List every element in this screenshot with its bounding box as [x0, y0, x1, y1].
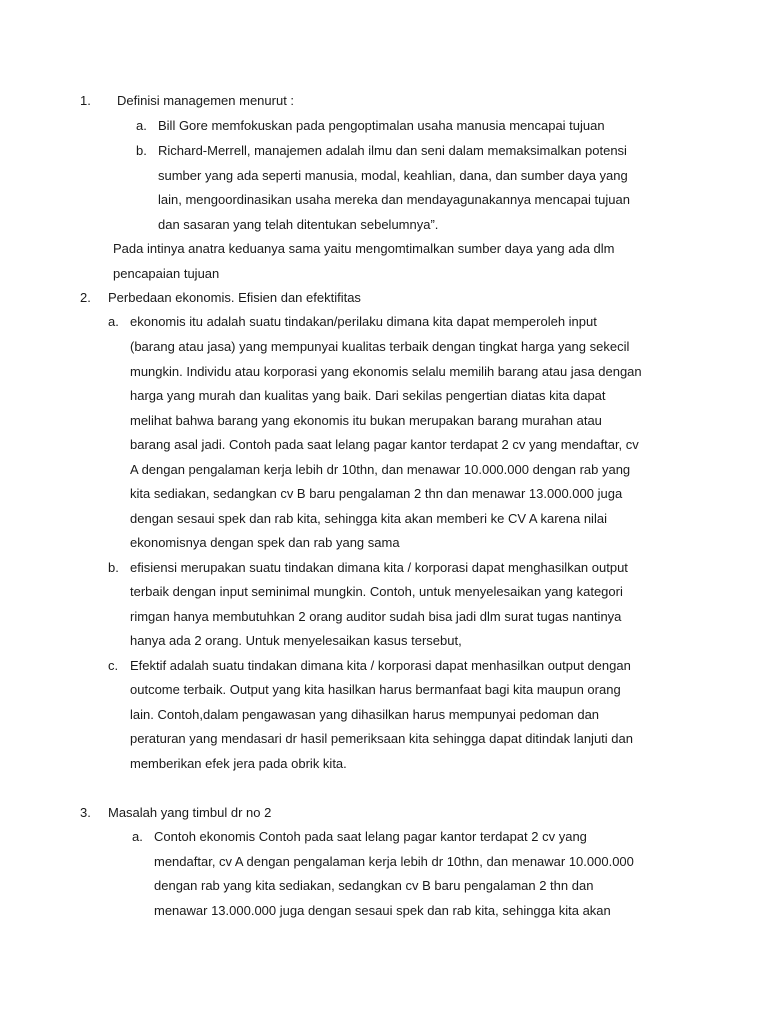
item-2c-line: outcome terbaik. Output yang kita hasilkan harus bermanfaat bagi kita maupun orang [130, 682, 621, 697]
item-2b-line: efisiensi merupakan suatu tindakan dimana kita / korporasi dapat menghasilkan output [130, 560, 628, 575]
item-3a-line: menawar 13.000.000 juga dengan sesaui spek dan rab kita, sehingga kita akan [154, 903, 611, 918]
item-2a-marker: a. [108, 314, 119, 329]
item-1-number: 1. [80, 93, 91, 108]
item-2a-line: ekonomisnya dengan spek dan rab yang sama [130, 535, 400, 550]
item-3a-line: dengan rab yang kita sediakan, sedangkan cv B baru pengalaman 2 thn dan [154, 878, 594, 893]
item-1a-line: Bill Gore memfokuskan pada pengoptimalan usaha manusia mencapai tujuan [158, 118, 605, 133]
item-2b-marker: b. [108, 560, 119, 575]
item-2c-line: peraturan yang mendasari dr hasil pemeriksaan kita sehingga dapat ditindak lanjuti dan [130, 731, 633, 746]
item-2a-line: ekonomis itu adalah suatu tindakan/perilaku dimana kita dapat memperoleh input [130, 314, 597, 329]
item-2a-line: (barang atau jasa) yang mempunyai kualitas terbaik dengan tingkat harga yang sekecil [130, 339, 630, 354]
item-2-number: 2. [80, 290, 91, 305]
item-1a-marker: a. [136, 118, 147, 133]
item-2c-line: memberikan efek jera pada obrik kita. [130, 756, 347, 771]
item-3a-line: mendaftar, cv A dengan pengalaman kerja lebih dr 10thn, dan menawar 10.000.000 [154, 854, 634, 869]
item-3a-marker: a. [132, 829, 143, 844]
item-2b-line: terbaik dengan input seminimal mungkin. Contoh, untuk menyelesaikan yang kategori [130, 584, 623, 599]
item-1b-line: lain, mengoordinasikan usaha mereka dan mendayagunakannya mencapai tujuan [158, 192, 630, 207]
item-2a-line: dengan sesaui spek dan rab kita, sehingga kita akan memberi ke CV A karena nilai [130, 511, 607, 526]
item-2a-line: A dengan pengalaman kerja lebih dr 10thn, dan menawar 10.000.000 dengan rab yang [130, 462, 631, 477]
item-2a-line: barang asal jadi. Contoh pada saat lelang pagar kantor terdapat 2 cv yang mendaftar, cv [130, 437, 639, 452]
item-2a-line: kita sediakan, sedangkan cv B baru pengalaman 2 thn dan menawar 13.000.000 juga [130, 486, 623, 501]
item-2a-line: harga yang murah dan kualitas yang baik. Dari sekilas pengertian diatas kita dapat [130, 388, 606, 403]
item-2-heading: Perbedaan ekonomis. Efisien dan efektifitas [108, 290, 361, 305]
item-1b-marker: b. [136, 143, 147, 158]
item-2a-line: mungkin. Individu atau korporasi yang ekonomis selalu memilih barang atau jasa dengan [130, 364, 642, 379]
item-1-summary-line: pencapaian tujuan [113, 266, 220, 281]
item-1b-line: dan sasaran yang telah ditentukan sebelumnya”. [158, 217, 439, 232]
item-2b-line: hanya ada 2 orang. Untuk menyelesaikan kasus tersebut, [130, 633, 462, 648]
item-1-summary-line: Pada intinya anatra keduanya sama yaitu mengomtimalkan sumber daya yang ada dlm [113, 241, 615, 256]
item-3a-line: Contoh ekonomis Contoh pada saat lelang pagar kantor terdapat 2 cv yang [154, 829, 587, 844]
item-1b-line: sumber yang ada seperti manusia, modal, keahlian, dana, dan sumber daya yang [158, 168, 628, 183]
item-2a-line: melihat bahwa barang yang ekonomis itu bukan merupakan barang murahan atau [130, 413, 602, 428]
item-2c-line: lain. Contoh,dalam pengawasan yang dihasilkan harus mempunyai pedoman dan [130, 707, 600, 722]
item-3-heading: Masalah yang timbul dr no 2 [108, 805, 272, 820]
item-1b-line: Richard-Merrell, manajemen adalah ilmu dan seni dalam memaksimalkan potensi [158, 143, 627, 158]
item-2b-line: rimgan hanya membutuhkan 2 orang auditor sudah bisa jadi dlm surat tugas nantinya [130, 609, 622, 624]
item-2c-line: Efektif adalah suatu tindakan dimana kita / korporasi dapat menhasilkan output dengan [130, 658, 631, 673]
item-1-heading: Definisi managemen menurut : [117, 93, 295, 108]
item-3-number: 3. [80, 805, 91, 820]
item-2c-marker: c. [108, 658, 119, 673]
